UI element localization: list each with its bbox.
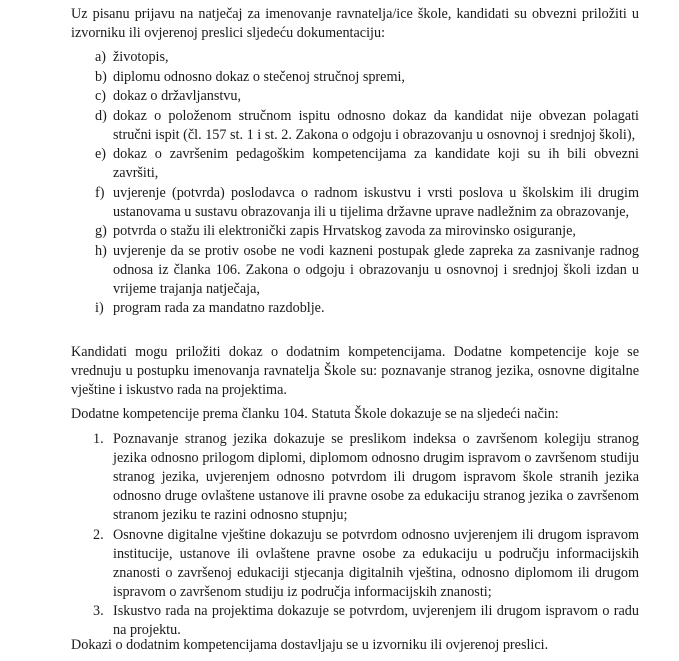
additional-competencies-paragraph: Kandidati mogu priložiti dokaz o dodatnim kompetencijama. Dodatne kompetencije koje se vrednuju u postupku imenovanja ravnatelja Škole su: poznavanje stranog jezika, osnovne digitalne vještine i iskustvo rada na projektima. xyxy=(71,344,639,398)
list-item xyxy=(71,68,639,87)
list-item xyxy=(71,145,639,183)
list-marker: i) xyxy=(95,300,104,316)
list-item-text: životopis, xyxy=(113,49,169,65)
list-item-text: uvjerenje (potvrda) poslodavca o radnom iskustvu i vrsti poslova u školskim ili drugim ustanovama u sustavu obrazovanja ili u tijelima državne uprave nadležnim za obrazovanje, xyxy=(113,184,639,220)
list-item xyxy=(71,87,639,106)
list-marker: b) xyxy=(95,68,107,85)
list-marker: e) xyxy=(95,146,107,162)
list-item xyxy=(71,526,639,602)
list-item xyxy=(71,430,639,525)
list-item-text: diplomu odnosno dokaz o stečenoj stručnoj spremi, xyxy=(113,68,405,85)
list-item-text: dokaz o završenim pedagoškim kompetencijama za kandidate koji su ih bili obvezni završiti, xyxy=(113,146,639,181)
competencies-proof-list xyxy=(71,430,639,641)
list-item xyxy=(71,242,639,299)
list-item-text: potvrda o stažu ili elektronički zapis Hrvatskog zavoda za mirovinsko osiguranje, xyxy=(113,223,576,239)
competencies-proof-heading: Dodatne kompetencije prema članku 104. Statuta Škole dokazuje se na sljedeći način: xyxy=(71,406,559,422)
list-marker: h) xyxy=(95,242,107,259)
list-item-text: Osnovne digitalne vještine dokazuju se potvrdom odnosno uvjerenjem ili drugom ispravom institucije, ustanove ili ovlaštene pravne osobe za edukaciju u području informacijskih znanosti o završenoj edukaciji stjecanja digitalnih vještina, odnosno diplomom ili drugom ispravom o završenom studiju iz područja informacijskih znanosti; xyxy=(113,526,639,600)
list-marker: d) xyxy=(95,107,107,124)
list-item xyxy=(71,107,639,145)
closing-paragraph: Dokazi o dodatnim kompetencijama dostavljaju se u izvorniku ili ovjerenoj preslici. xyxy=(71,637,549,653)
list-item xyxy=(71,299,639,318)
list-item-text: dokaz o državljanstvu, xyxy=(113,88,242,104)
list-item-text: dokaz o položenom stručnom ispitu odnosno dokaz da kandidat nije obvezan polagati stručni ispit (čl. 157 st. 1 i st. 2. Zakona o odgoju i obrazovanju u osnovnoj i srednjoj školi), xyxy=(113,107,639,143)
list-item-text: program rada za mandatno razdoblje. xyxy=(113,300,325,316)
list-marker: f) xyxy=(95,184,105,201)
list-item xyxy=(71,48,639,67)
list-marker: 1. xyxy=(93,431,104,447)
list-item-text: Iskustvo rada na projektima dokazuje se potvrdom, uvjerenjem ili drugom ispravom o radu na projektu. xyxy=(113,603,639,638)
list-marker: g) xyxy=(95,223,107,239)
list-item-text: Poznavanje stranog jezika dokazuje se preslikom indeksa o završenom kolegiju stranog jezika odnosno prilogom diplomi, diplomom odnosno drugim ispravom o završenom studiju stranog jezika, uvjerenjem odnosno potvrdom ili drugom ispravom škole stranih jezika odnosno druge ovlaštene ustanove ili pravne osobe za edukaciju stranog jezika o završenom stranom jeziku te razini odnosno stupnju; xyxy=(113,431,639,523)
list-item xyxy=(71,222,639,241)
list-marker: c) xyxy=(95,88,107,104)
list-item xyxy=(71,602,639,640)
list-marker: 3. xyxy=(93,603,104,619)
list-item xyxy=(71,184,639,222)
intro-paragraph: Uz pisanu prijavu na natječaj za imenovanje ravnatelja/ice škole, kandidati su obvezni priložiti u izvorniku ili ovjerenoj preslici sljedeću dokumentaciju: xyxy=(71,6,639,41)
list-marker: a) xyxy=(95,49,107,65)
required-documents-list xyxy=(71,48,639,319)
list-item-text: uvjerenje da se protiv osobe ne vodi kazneni postupak glede zapreka za zasnivanje radnog odnosa iz članka 106. Zakona o odgoju i obrazovanju u osnovnoj i srednjoj školi izdan u vrijeme trajanja natječaja, xyxy=(113,242,639,297)
list-marker: 2. xyxy=(93,526,104,543)
